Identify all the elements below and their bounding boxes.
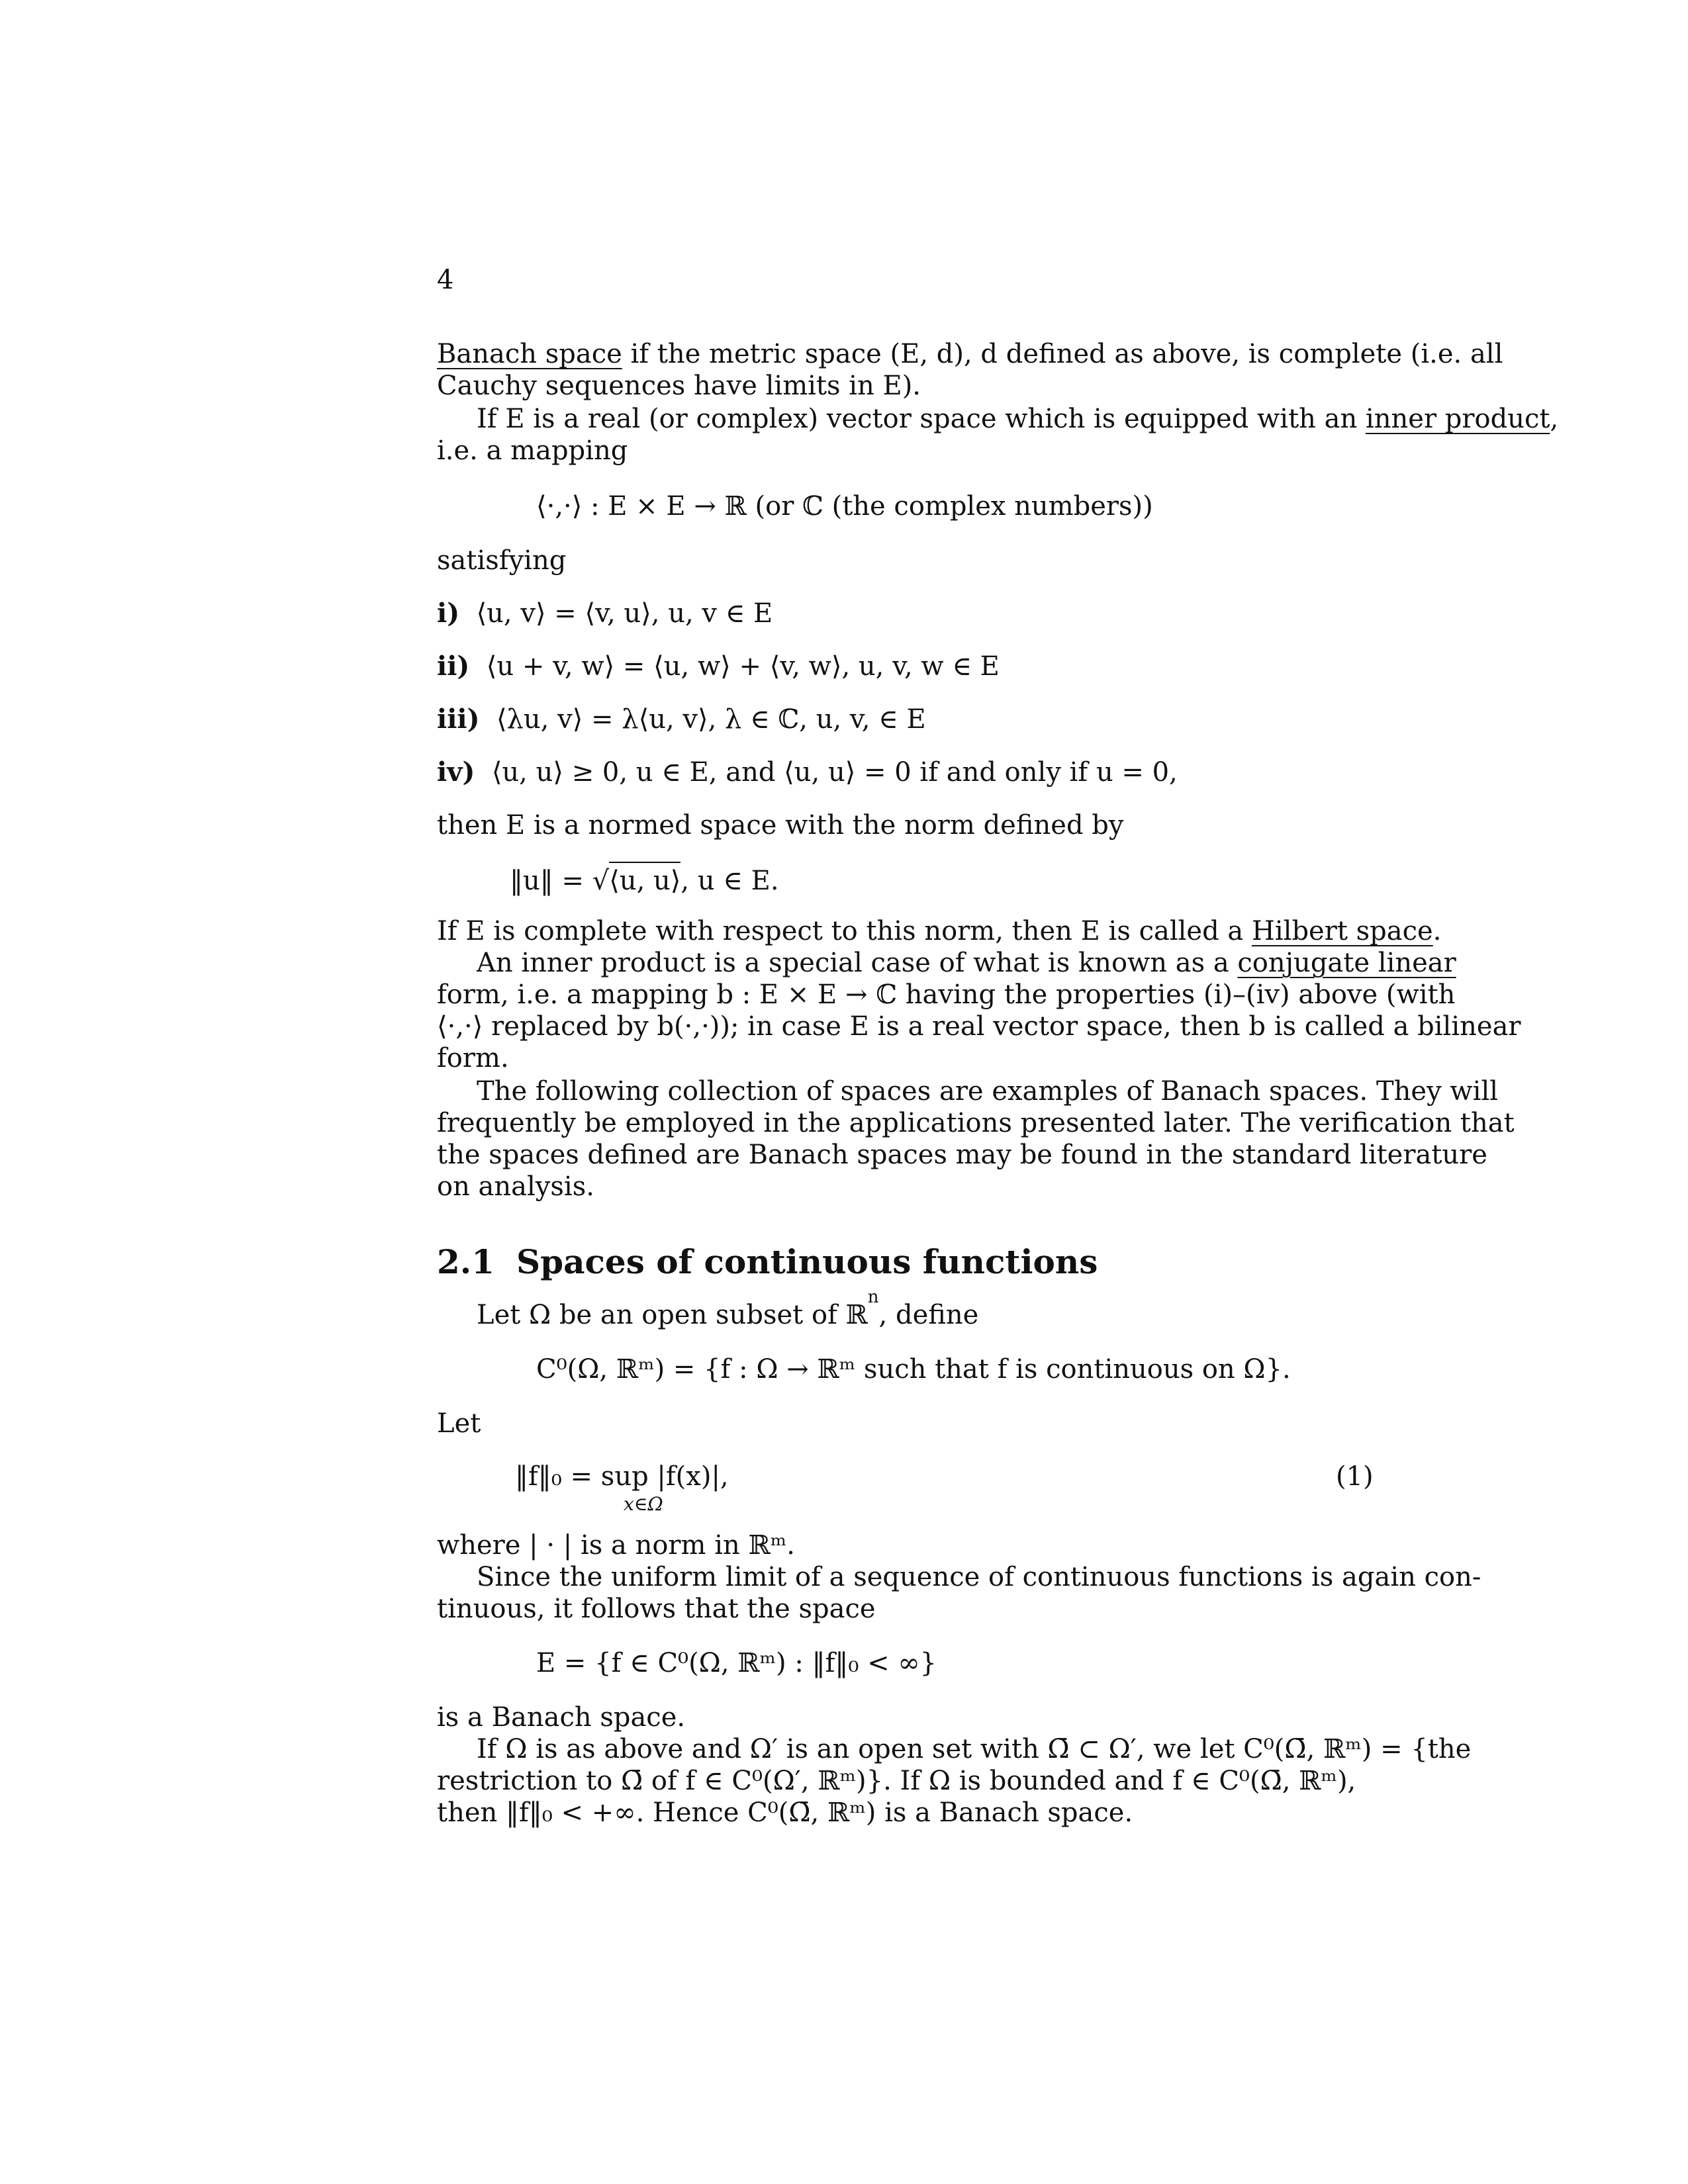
norm-equation bbox=[510, 862, 779, 897]
item-text: ⟨u, u⟩ ≥ 0, u ∈ E, and ⟨u, u⟩ = 0 if and only if u = 0, bbox=[491, 757, 1178, 788]
item-text: ⟨λu, v⟩ = λ⟨u, v⟩, λ ∈ ℂ, u, v, ∈ E bbox=[496, 704, 926, 735]
hilbert-line: If E is complete with respect to this norm, then E is called a Hilbert space. bbox=[437, 916, 1442, 946]
item-text: ⟨u, v⟩ = ⟨v, u⟩, u, v ∈ E bbox=[476, 598, 773, 629]
section-number: 2.1 bbox=[437, 1242, 494, 1281]
section-title: Spaces of continuous functions bbox=[516, 1242, 1098, 1281]
last-line3: then ‖f‖₀ < +∞. Hence C⁰(Ω̄, ℝᵐ) is a Banach space. bbox=[437, 1797, 1133, 1828]
property-item-3 bbox=[437, 703, 926, 736]
para2-line2: i.e. a mapping bbox=[437, 435, 628, 466]
uniform-line2: tinuous, it follows that the space bbox=[437, 1594, 876, 1624]
item-label: i) bbox=[437, 598, 460, 629]
norm-lhs: ‖u‖ = bbox=[510, 866, 592, 896]
conj-line2: form, i.e. a mapping b : E × E → ℂ having the properties (i)–(iv) above (with bbox=[437, 979, 1456, 1010]
term-inner-product: inner product bbox=[1365, 404, 1550, 434]
norm-tail: , u ∈ E. bbox=[680, 866, 779, 896]
equation-number: (1) bbox=[1336, 1461, 1374, 1492]
satisfying-label: satisfying bbox=[437, 545, 567, 576]
item-label: iii) bbox=[437, 704, 480, 735]
banach-line: is a Banach space. bbox=[437, 1702, 686, 1733]
para1-part1: if the metric space ( bbox=[622, 339, 901, 369]
sup-subscript: x∈Ω bbox=[624, 1493, 663, 1515]
examples-line3: the spaces defined are Banach spaces may be found in the standard literature bbox=[437, 1140, 1487, 1170]
para1-line1 bbox=[437, 338, 1503, 371]
item-label: ii) bbox=[437, 651, 470, 682]
conj-line1-text: An inner product is a special case of what is known as a bbox=[477, 948, 1238, 978]
item-label: iv) bbox=[437, 756, 475, 788]
conj-line3: ⟨·,·⟩ replaced by b(·,·)); in case E is a real vector space, then b is called a bilinear bbox=[437, 1011, 1521, 1042]
last-line1: If Ω is as above and Ω′ is an open set with Ω̄ ⊂ Ω′, we let C⁰(Ω̄, ℝᵐ) = {the bbox=[477, 1734, 1472, 1764]
examples-line2: frequently be employed in the applications presented later. The verification that bbox=[437, 1108, 1515, 1138]
where-line: where | · | is a norm in ℝᵐ. bbox=[437, 1530, 795, 1561]
examples-line4: on analysis. bbox=[437, 1171, 594, 1202]
let-omega-line bbox=[477, 1287, 979, 1332]
conj-line1 bbox=[477, 946, 1456, 979]
uniform-line1: Since the uniform limit of a sequence of continuous functions is again con- bbox=[477, 1562, 1481, 1592]
term-hilbert-space: Hilbert space bbox=[1251, 916, 1433, 946]
superscript-n: n bbox=[867, 1287, 879, 1307]
term-banach-space: Banach space bbox=[437, 339, 622, 369]
c0-definition: C⁰(Ω, ℝᵐ) = {f : Ω → ℝᵐ such that f is continuous on Ω}. bbox=[536, 1354, 1291, 1385]
e-definition: E = {f ∈ C⁰(Ω, ℝᵐ) : ‖f‖₀ < ∞} bbox=[536, 1648, 937, 1678]
property-item-2 bbox=[437, 650, 1000, 683]
page-number: 4 bbox=[437, 265, 454, 295]
let-label: Let bbox=[437, 1408, 481, 1439]
equation-inner-product-map: ⟨·,·⟩ : E × E → ℝ (or ℂ (the complex numbers)) bbox=[536, 491, 1153, 522]
property-item-1 bbox=[437, 597, 773, 630]
last-line2: restriction to Ω̄ of f ∈ C⁰(Ω′, ℝᵐ)}. If Ω is bounded and f ∈ C⁰(Ω̄, ℝᵐ), bbox=[437, 1766, 1356, 1796]
examples-line1: The following collection of spaces are examples of Banach spaces. They will bbox=[477, 1076, 1499, 1107]
para2-line1: If E is a real (or complex) vector space which is equipped with an inner product, bbox=[477, 404, 1559, 434]
para1-line1-tail: E, d), d defined as above, is complete (i.e. all bbox=[900, 339, 1503, 369]
term-conjugate-linear: conjugate linear bbox=[1237, 948, 1456, 978]
para1-line2: Cauchy sequences have limits in E). bbox=[437, 371, 921, 401]
sqrt-sign: √ bbox=[592, 866, 610, 896]
para2-line1-pre: If E is a real (or complex) vector space which is equipped with an bbox=[477, 404, 1366, 434]
sqrt-radicand: ⟨u, u⟩ bbox=[609, 862, 680, 897]
section-heading bbox=[437, 1242, 1098, 1281]
sup-norm-equation: ‖f‖₀ = sup |f(x)|, bbox=[515, 1461, 729, 1492]
let-omega-tail: , define bbox=[878, 1300, 979, 1330]
hilbert-pre: If E is complete with respect to this norm, then E is called a bbox=[437, 916, 1252, 946]
conj-line4: form. bbox=[437, 1043, 509, 1073]
item-text: ⟨u + v, w⟩ = ⟨u, w⟩ + ⟨v, w⟩, u, v, w ∈ E bbox=[486, 651, 1000, 682]
property-item-4 bbox=[437, 756, 1178, 789]
let-omega-text: Let Ω be an open subset of ℝ bbox=[477, 1300, 868, 1330]
then-norm-line: then E is a normed space with the norm defined by bbox=[437, 810, 1124, 841]
